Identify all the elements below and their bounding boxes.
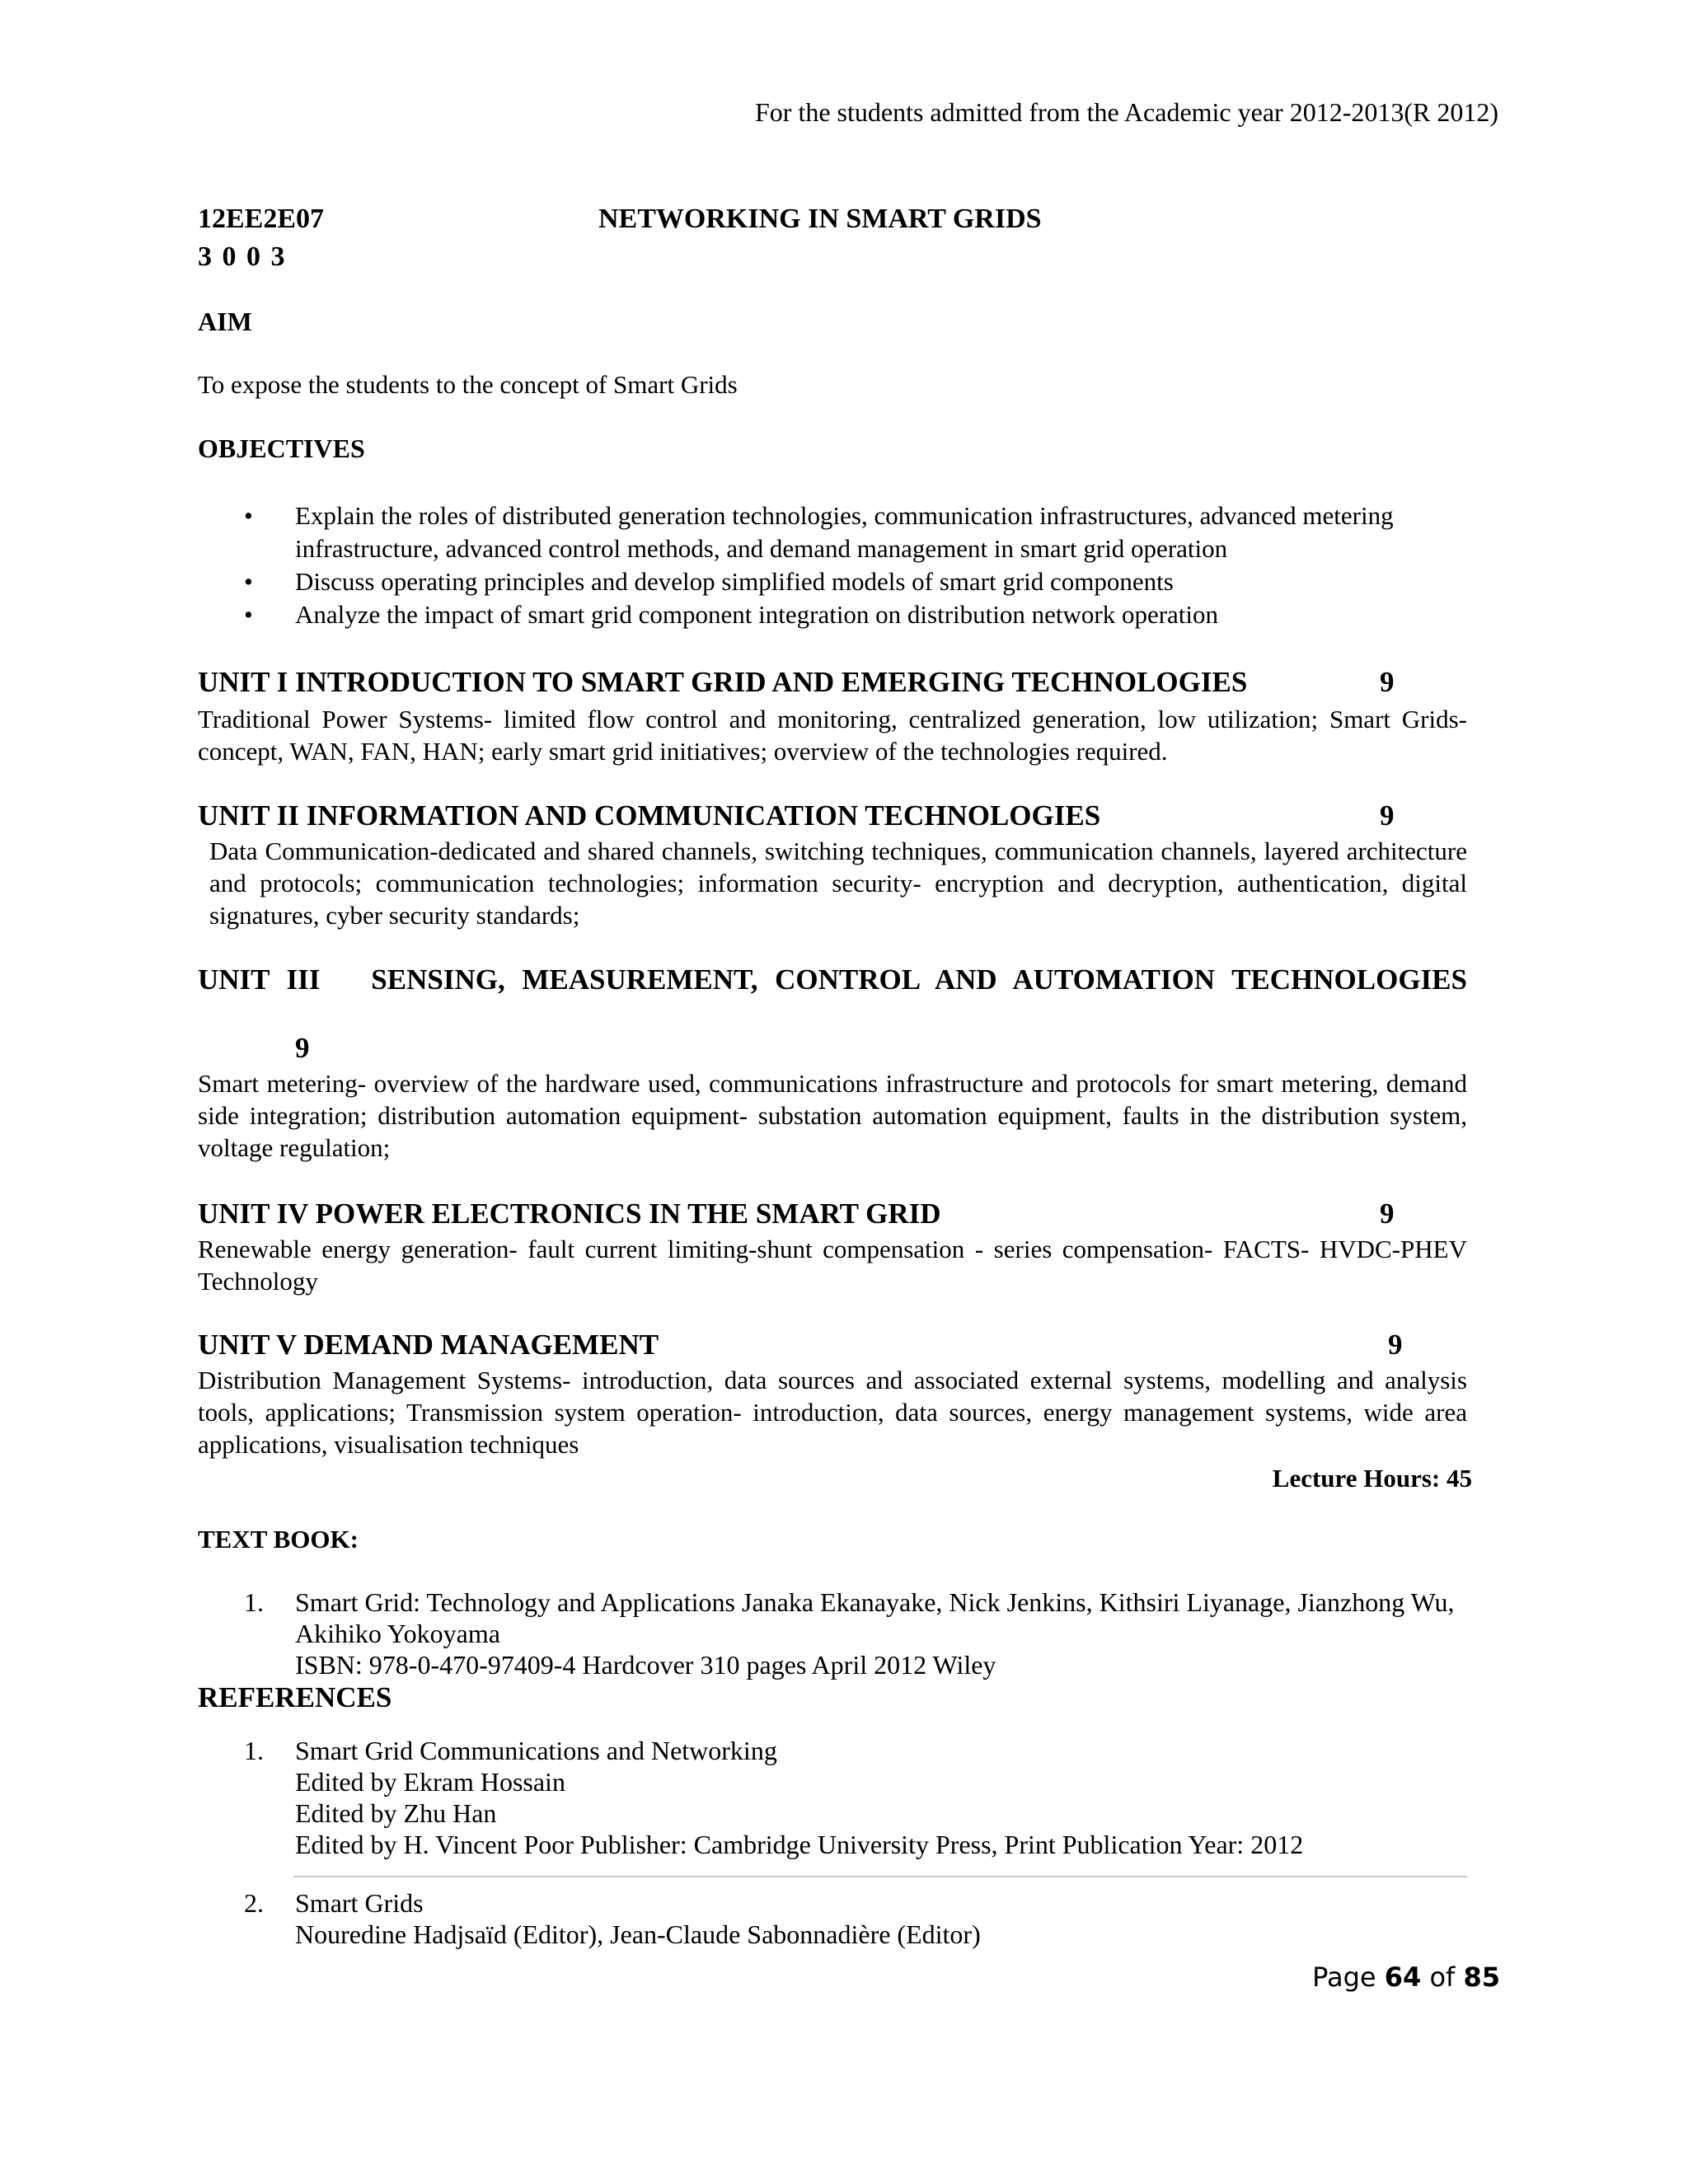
unit-1-text: Traditional Power Systems- limited flow control and monitoring, centralized generation, low utilization; Smart Grids- concept, WAN, FAN, HAN; early smart grid initiatives; overview of the technologies required. — [198, 705, 1467, 766]
reference-line: Edited by Ekram Hossain — [295, 1767, 565, 1797]
unit-5-text: Distribution Management Systems- introduction, data sources and associated external systems, modelling and analysis tools, applications; Transmission system operation- introduction, data sources, energy management systems, wide area applications, visualisation techniques — [198, 1366, 1467, 1459]
unit-2-title: UNIT II INFORMATION AND COMMUNICATION TECHNOLOGIES — [198, 799, 1101, 832]
divider — [293, 1876, 1467, 1877]
page-total: 85 — [1463, 1961, 1500, 1993]
objective-item: • Discuss operating principles and develop simplified models of smart grid components — [239, 565, 1475, 598]
unit-1-title: UNIT I INTRODUCTION TO SMART GRID AND EMERGING TECHNOLOGIES — [198, 666, 1248, 698]
reference-line: Nouredine Hadjsaïd (Editor), Jean-Claude Sabonnadière (Editor) — [295, 1919, 981, 1949]
objectives-list — [239, 499, 1475, 631]
references-heading: REFERENCES — [198, 1681, 392, 1713]
text-book-item — [244, 1586, 1480, 1680]
objective-item: • Explain the roles of distributed generation technologies, communication infrastructures, advanced metering infrastructure, advanced control methods, and demand management in smart grid operation — [244, 501, 1394, 563]
reference-item — [244, 1887, 1480, 1950]
list-number: 1. — [244, 1736, 264, 1765]
page-footer — [1312, 1961, 1500, 1993]
unit-3-text: Smart metering- overview of the hardware used, communications infrastructure and protocols for smart metering, demand side integration; distribution automation equipment- substation automation equipment, faults in the distribution system, voltage regulation; — [198, 1069, 1467, 1162]
unit-2-text: Data Communication-dedicated and shared channels, switching techniques, communication channels, layered architecture and protocols; communication technologies; information security- encryption and decryption, authentication, digital signatures, cyber security standards; — [209, 837, 1467, 930]
objective-item: • Analyze the impact of smart grid component integration on distribution network operation — [239, 598, 1475, 631]
aim-text: To expose the students to the concept of Smart Grids — [198, 370, 738, 399]
course-title: NETWORKING IN SMART GRIDS — [598, 204, 1042, 234]
unit-3-hours: 9 — [295, 1032, 310, 1064]
course-credits: 3 0 0 3 — [198, 241, 287, 272]
bullet-icon: • — [244, 501, 253, 530]
reference-item — [244, 1735, 1480, 1860]
reference-line: Smart Grids — [295, 1888, 424, 1918]
list-number: 1. — [244, 1587, 264, 1617]
bullet-icon: • — [244, 567, 253, 596]
unit-4-hours: 9 — [1380, 1197, 1395, 1230]
unit-4-text: Renewable energy generation- fault current limiting-shunt compensation - series compensation- FACTS- HVDC-PHEV Technology — [198, 1235, 1467, 1296]
unit-3-title: UNIT III SENSING, MEASUREMENT, CONTROL AND AUTOMATION TECHNOLOGIES — [198, 963, 1467, 996]
header-note: For the students admitted from the Academic year 2012-2013(R 2012) — [754, 97, 1498, 127]
aim-heading: AIM — [198, 307, 252, 336]
unit-5-title: UNIT V DEMAND MANAGEMENT — [198, 1329, 659, 1361]
text-book-line: Smart Grid: Technology and Applications Janaka Ekanayake, Nick Jenkins, Kithsiri Liyanage, Jianzhong Wu, Akihiko Yokoyama — [295, 1587, 1455, 1648]
lecture-hours: Lecture Hours: 45 — [1272, 1464, 1472, 1493]
reference-line: Smart Grid Communications and Networking — [295, 1736, 777, 1765]
course-code: 12EE2E07 — [198, 204, 325, 234]
unit-2-hours: 9 — [1380, 799, 1395, 832]
page-number: 64 — [1384, 1961, 1422, 1993]
unit-5-hours: 9 — [1388, 1329, 1403, 1361]
of-word: of — [1429, 1961, 1456, 1993]
reference-line: Edited by H. Vincent Poor Publisher: Cambridge University Press, Print Publication Year: 2012 — [295, 1830, 1304, 1859]
unit-4-title: UNIT IV POWER ELECTRONICS IN THE SMART GRID — [198, 1197, 941, 1230]
text-book-line: ISBN: 978-0-470-97409-4 Hardcover 310 pages April 2012 Wiley — [295, 1650, 996, 1680]
unit-1-hours: 9 — [1380, 666, 1395, 698]
objectives-heading: OBJECTIVES — [198, 434, 365, 463]
bullet-icon: • — [244, 600, 253, 629]
page-word: Page — [1312, 1961, 1376, 1993]
reference-line: Edited by Zhu Han — [295, 1798, 497, 1828]
list-number: 2. — [244, 1888, 264, 1918]
text-book-heading: TEXT BOOK: — [198, 1525, 359, 1554]
